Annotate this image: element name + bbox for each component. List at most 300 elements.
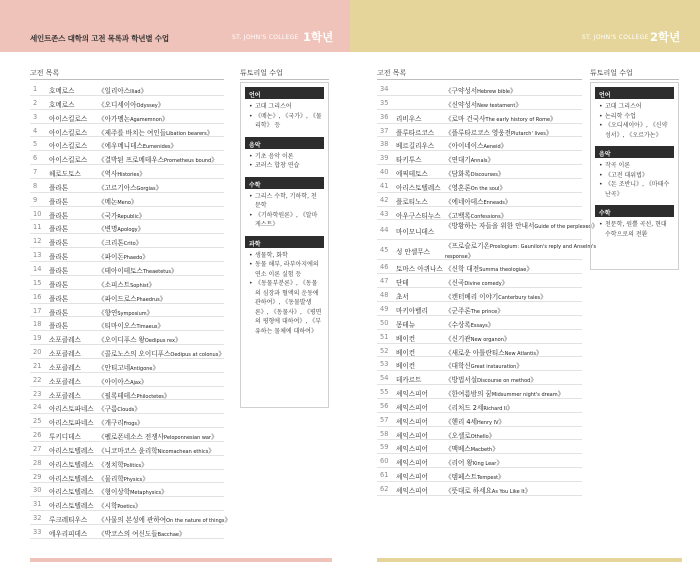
list-item (377, 357, 582, 371)
item-author: 플루타르코스 (396, 128, 435, 137)
title-original: Meno (117, 199, 131, 206)
title-close: 》 (155, 183, 163, 192)
item-number: 48 (380, 291, 389, 300)
item-author: 플라톤 (49, 294, 69, 303)
title-korean: 《신학 대전 (445, 265, 480, 274)
item-title (445, 443, 499, 453)
item-title (98, 486, 168, 496)
item-title (445, 360, 523, 370)
college-name: ST. JOHN'S COLLEGE (582, 34, 649, 41)
list-item (30, 290, 224, 304)
list-item (30, 193, 224, 207)
title-close: 》 (526, 265, 533, 274)
item-title (445, 140, 507, 150)
title-original: On the nature of things (166, 518, 225, 525)
item-number: 61 (380, 471, 389, 480)
item-author: 리비우스 (396, 114, 422, 123)
list-item (377, 96, 582, 110)
title-korean: 《에우메니데스 (98, 142, 143, 151)
list-item (30, 470, 224, 484)
title-original: Theaetetus (142, 268, 172, 275)
item-number: 22 (33, 375, 42, 384)
tutorial-divider (240, 79, 329, 80)
title-original: Symposium (117, 310, 147, 317)
title-close: 》 (135, 502, 142, 511)
item-title (445, 277, 508, 287)
title-close: 》 (500, 142, 508, 151)
title-close: 》 (159, 294, 167, 303)
item-title (445, 471, 505, 481)
title-original: The prince (470, 308, 498, 315)
item-author: 소포클레스 (49, 350, 81, 359)
list-item (30, 96, 224, 110)
title-close: 》 (536, 348, 543, 357)
list-item (377, 440, 582, 454)
title-korean: 《제주를 바치는 여인들 (98, 128, 167, 137)
item-author: 베이컨 (396, 362, 416, 371)
list-item (377, 220, 599, 240)
title-original: Discourse on method (477, 378, 531, 385)
title-korean: 《필록테테스 (98, 391, 137, 400)
tutorial-group (245, 177, 324, 232)
list-item (377, 151, 582, 165)
title-close: 》 (152, 363, 160, 372)
title-close: 》 (515, 100, 522, 109)
left-header-band (0, 0, 350, 52)
item-author: 아리스토파네스 (49, 419, 94, 428)
item-title (98, 403, 141, 413)
title-original: Proslogium: Gaunilon's reply and Anselm's response (445, 244, 597, 260)
title-korean: 《담화록 (445, 170, 471, 179)
title-original: Macbeth (470, 447, 493, 454)
title-original: Confessions (470, 213, 501, 220)
title-korean: 《방황하는 자들을 위한 안내서 (445, 222, 535, 231)
item-author: 셰익스피어 (396, 431, 428, 440)
list-item (30, 525, 224, 539)
title-close: 》 (140, 377, 148, 386)
list-item (377, 344, 582, 358)
item-author: 아리스토텔레스 (49, 474, 94, 483)
title-korean: 《물리학 (98, 474, 124, 483)
item-author: 플라톤 (49, 225, 69, 234)
title-original: Iliad (130, 89, 141, 95)
tutorial-item: • 논리학 수업 (599, 112, 672, 122)
item-number: 58 (380, 429, 389, 438)
item-author: 플라톤 (49, 183, 69, 192)
title-korean: 《고백록 (445, 211, 471, 220)
title-original: King Lear (472, 461, 497, 468)
item-title (445, 416, 505, 426)
tutorial-items (245, 149, 324, 173)
title-korean: 《국가 (98, 211, 118, 220)
title-korean: 《콜로노스의 오이디푸스 (98, 350, 171, 359)
item-title (445, 113, 557, 123)
list-item (377, 399, 582, 413)
title-close: 》 (510, 87, 517, 95)
item-number: 11 (33, 223, 42, 232)
item-author: 투키디데스 (49, 433, 81, 442)
item-author: 셰익스피어 (396, 445, 428, 454)
classics-section-label: 고전 목록 (30, 69, 60, 77)
item-number: 16 (33, 292, 42, 301)
title-korean: 《테아이테토스 (98, 266, 143, 275)
item-title (98, 334, 182, 344)
item-author: 플라톤 (49, 211, 69, 220)
title-original: Essays (470, 322, 488, 329)
list-item (30, 414, 224, 428)
list-item (30, 428, 224, 442)
item-number: 52 (380, 346, 389, 355)
item-title (445, 430, 495, 440)
item-number: 46 (380, 263, 389, 272)
item-title (98, 196, 138, 206)
title-korean: 《역사 (98, 170, 118, 179)
title-close: 》 (545, 128, 553, 137)
list-item (377, 385, 582, 399)
item-author: 타키투스 (396, 156, 422, 165)
title-korean: 《박코스의 여신도들 (98, 530, 158, 538)
title-original: Timaeus (136, 324, 158, 331)
item-title (98, 237, 142, 247)
title-original: Libation bearers (166, 130, 207, 137)
item-author: 셰익스피어 (396, 390, 428, 399)
item-number: 43 (380, 209, 389, 218)
item-author: 플로티노스 (396, 197, 428, 206)
grade-label: 2학년 (650, 30, 681, 44)
tutorial-item: • 동물 해부, 라부아지에의 연소 이론 실험 등 (249, 260, 322, 279)
item-title (98, 362, 159, 372)
title-original: Henry IV (477, 419, 499, 426)
item-title (98, 127, 213, 137)
item-number: 21 (33, 361, 42, 370)
item-author: 단테 (396, 279, 409, 288)
list-item (30, 359, 224, 373)
item-number: 51 (380, 332, 389, 341)
item-number: 3 (33, 112, 38, 121)
item-author: 소포클레스 (49, 363, 81, 372)
tutorial-item: • 《기하학원론》, 《알마게스트》 (249, 211, 322, 230)
title-close: 》 (498, 417, 506, 426)
item-author: 아리스토텔레스 (49, 488, 94, 497)
title-original: New Atlantis (504, 350, 537, 357)
title-close: 》 (487, 156, 495, 165)
item-title (445, 291, 547, 301)
item-number: 2 (33, 98, 38, 107)
item-title (98, 279, 155, 289)
title-korean: 《수상록 (445, 320, 471, 329)
item-title (98, 514, 231, 524)
item-author: 토마스 아퀴나스 (396, 265, 443, 274)
right-header-band (350, 0, 700, 52)
item-author: 에우리피데스 (49, 530, 88, 538)
title-original: Politics (123, 462, 142, 469)
title-original: Oedipus at colonus (170, 352, 219, 359)
title-close: 》 (497, 170, 505, 179)
title-korean: 《템페스트 (445, 473, 478, 482)
title-close: 》 (137, 419, 144, 428)
item-title (445, 305, 504, 315)
title-korean: 《아이아스 (98, 377, 131, 386)
title-close: 》 (218, 350, 225, 359)
tutorial-item: • 《동물부분론》, 《동물의 심장과 혈액의 운동에 관하여》, 《동물발생론》, 《동물사》, 《평면의 평형에 대하여》, 《부유하는 물체에 대하여》 (249, 279, 322, 336)
item-number: 56 (380, 401, 389, 410)
tutorial-group (245, 236, 324, 339)
list-item (30, 442, 224, 456)
title-close: 》 (161, 114, 169, 123)
title-original: Peloponnesian war (164, 435, 212, 442)
item-title (98, 348, 225, 358)
tutorial-items (245, 248, 324, 339)
title-close: 》 (174, 336, 182, 345)
item-title (445, 388, 564, 398)
list-item (377, 316, 582, 330)
item-title (98, 445, 215, 455)
item-title (98, 99, 164, 109)
list-item (30, 483, 224, 497)
title-korean: 《개구리 (98, 419, 124, 428)
item-author: 아리스토파네스 (49, 405, 94, 414)
list-item (30, 317, 224, 331)
item-title (98, 154, 218, 164)
title-korean: 《군주론 (445, 306, 471, 315)
item-title (98, 459, 148, 469)
title-close: 》 (141, 460, 148, 469)
item-author: 아리스토텔레스 (396, 183, 441, 192)
tutorial-group (245, 137, 324, 173)
item-number: 54 (380, 374, 389, 383)
item-author: 베이컨 (396, 348, 416, 357)
tutorial-item: • 코러스 합창 연습 (249, 161, 322, 171)
list-item (30, 373, 224, 387)
item-number: 44 (380, 226, 389, 235)
title-korean: 《신약성서 (445, 100, 478, 109)
title-close: 》 (501, 279, 509, 288)
item-author: 소포클레스 (49, 391, 81, 400)
item-author: 플라톤 (49, 280, 69, 289)
title-korean: 《뜻대로 하세요 (445, 486, 492, 495)
item-number: 4 (33, 126, 38, 135)
tutorial-heading: 수학 (245, 177, 324, 189)
item-title (98, 473, 149, 483)
title-korean: 《사물의 본성에 관하여 (98, 516, 167, 525)
title-korean: 《메논 (98, 197, 118, 206)
item-number: 18 (33, 320, 42, 329)
classics-divider (377, 79, 582, 80)
title-original: Poetics (117, 504, 136, 511)
classics-list (377, 82, 599, 496)
list-item (30, 124, 224, 138)
title-korean: 《오셀로 (445, 431, 471, 440)
item-title (445, 319, 494, 329)
title-original: Othello (470, 433, 489, 440)
title-close: 》 (211, 156, 218, 165)
title-original: Annals (470, 158, 488, 165)
title-close: 》 (130, 197, 138, 206)
item-number: 24 (33, 403, 42, 412)
item-author: 초서 (396, 293, 409, 302)
list-item (377, 193, 582, 207)
title-original: Enneads (483, 199, 505, 206)
tutorial-group (595, 146, 674, 201)
tutorial-items (245, 189, 324, 232)
tutorial-group (595, 87, 674, 142)
item-number: 30 (33, 486, 42, 495)
item-number: 38 (380, 140, 389, 149)
item-number: 12 (33, 237, 42, 246)
list-item (377, 207, 582, 221)
title-korean: 《정치학 (98, 460, 124, 469)
item-author: 셰익스피어 (396, 403, 428, 412)
title-korean: 《플루타르코스 영웅전 (445, 128, 512, 137)
item-author: 호메로스 (49, 100, 75, 109)
item-number: 20 (33, 348, 42, 357)
item-number: 62 (380, 484, 389, 493)
item-title (445, 210, 507, 220)
title-korean: 《구약성서 (445, 87, 478, 95)
list-item (30, 207, 224, 221)
item-number: 13 (33, 251, 42, 260)
item-author: 데카르트 (396, 376, 422, 385)
item-number: 42 (380, 195, 389, 204)
title-korean: 《형이상학 (98, 488, 131, 497)
list-item (30, 179, 224, 193)
item-title (98, 417, 144, 427)
tutorial-heading: 음악 (245, 137, 324, 149)
title-close: 》 (157, 322, 165, 331)
item-title (445, 127, 552, 137)
title-original: Tempest (477, 475, 499, 482)
title-original: Canterbury tales (498, 295, 541, 302)
item-title (445, 168, 504, 178)
item-author: 셰익스피어 (396, 417, 428, 426)
title-close: 》 (499, 183, 507, 192)
tutorial-items (595, 99, 674, 142)
title-close: 》 (497, 306, 504, 315)
item-number: 35 (380, 98, 389, 107)
title-korean: 《캔터베리 이야기 (445, 293, 499, 302)
item-number: 15 (33, 278, 42, 287)
tutorial-item: • 《돈 조반니》, 《마태수난곡》 (599, 180, 672, 199)
title-close: 》 (557, 390, 565, 399)
title-korean: 《니코마코스 윤리학 (98, 446, 158, 455)
item-title (445, 222, 605, 232)
title-korean: 《일리아스 (98, 87, 131, 95)
title-original: Ajax (130, 379, 141, 386)
tutorial-item: • 작곡 이론 (599, 161, 672, 171)
item-number: 34 (380, 85, 389, 93)
item-number: 32 (33, 514, 42, 523)
title-original: Great instauration (470, 364, 517, 371)
item-title (98, 168, 146, 178)
bottom-bar (30, 558, 332, 562)
title-original: Discourses (470, 172, 498, 179)
list-item (377, 179, 582, 193)
title-korean: 《결박된 프로메테우스 (98, 156, 165, 165)
list-item (30, 276, 224, 290)
item-title (98, 113, 169, 123)
title-korean: 《아가멤논 (98, 114, 131, 123)
item-number: 29 (33, 472, 42, 481)
title-close: 》 (135, 239, 143, 248)
item-author: 아리스토텔레스 (49, 502, 94, 511)
tutorial-item: • 생물학, 화학 (249, 251, 322, 261)
title-original: Oedipus rex (144, 338, 175, 345)
title-close: 》 (211, 433, 218, 442)
item-title (445, 85, 517, 95)
list-item (30, 151, 224, 165)
title-close: 》 (550, 114, 557, 123)
title-close: 》 (487, 320, 495, 329)
tutorial-group (245, 87, 324, 133)
item-title (445, 196, 511, 206)
title-korean: 《헨리 4세 (445, 417, 477, 426)
list-item (377, 82, 582, 96)
list-item (30, 511, 232, 525)
title-close: 》 (504, 197, 512, 206)
tutorial-heading: 수학 (595, 205, 674, 217)
item-number: 19 (33, 334, 42, 343)
item-number: 9 (33, 195, 38, 204)
item-author: 아이스킬로스 (49, 114, 88, 123)
list-item (377, 302, 582, 316)
list-item (30, 387, 224, 401)
title-korean: 《고르기아스 (98, 183, 137, 192)
item-title (445, 374, 537, 384)
item-number: 47 (380, 277, 389, 286)
tutorial-items (245, 99, 324, 133)
tutorial-item: • 고대 그리스어 (249, 102, 322, 112)
tutorial-item: • 《고전 대위법》 (599, 171, 672, 181)
item-author: 아리스토텔레스 (49, 446, 94, 455)
item-title (445, 242, 605, 261)
item-number: 23 (33, 389, 42, 398)
item-title (98, 320, 164, 330)
list-item (30, 137, 224, 151)
college-name: ST. JOHN'S COLLEGE (232, 34, 299, 41)
item-author: 아리스토텔레스 (49, 460, 94, 469)
item-title (98, 500, 142, 510)
title-close: 》 (530, 376, 537, 385)
tutorial-divider (590, 79, 679, 80)
list-item (30, 400, 224, 414)
item-title (445, 485, 531, 495)
title-original: As You Like It (491, 488, 525, 495)
title-close: 》 (498, 473, 505, 482)
item-title (98, 223, 144, 233)
title-close: 》 (140, 87, 148, 95)
page-title: 세인트존스 대학의 고전 목록과 학년별 수업 (30, 34, 169, 43)
list-item (30, 82, 224, 96)
title-close: 》 (142, 474, 149, 483)
item-author: 아우구스티누스 (396, 211, 441, 220)
item-number: 28 (33, 458, 42, 467)
item-title (445, 154, 494, 164)
list-item (30, 234, 224, 248)
title-korean: 《신기관 (445, 334, 471, 343)
list-item (377, 165, 582, 179)
list-item (377, 288, 582, 302)
title-korean: 《구름 (98, 405, 118, 414)
list-item (377, 454, 582, 468)
title-original: Frogs (123, 421, 137, 428)
tutorial-heading: 언어 (595, 87, 674, 99)
item-author: 헤로도토스 (49, 170, 81, 179)
tutorial-item: • 고대 그리스어 (599, 102, 672, 112)
tutorial-heading: 언어 (245, 87, 324, 99)
item-number: 1 (33, 85, 38, 93)
item-number: 40 (380, 168, 389, 177)
item-author: 베르길리우스 (396, 142, 435, 151)
